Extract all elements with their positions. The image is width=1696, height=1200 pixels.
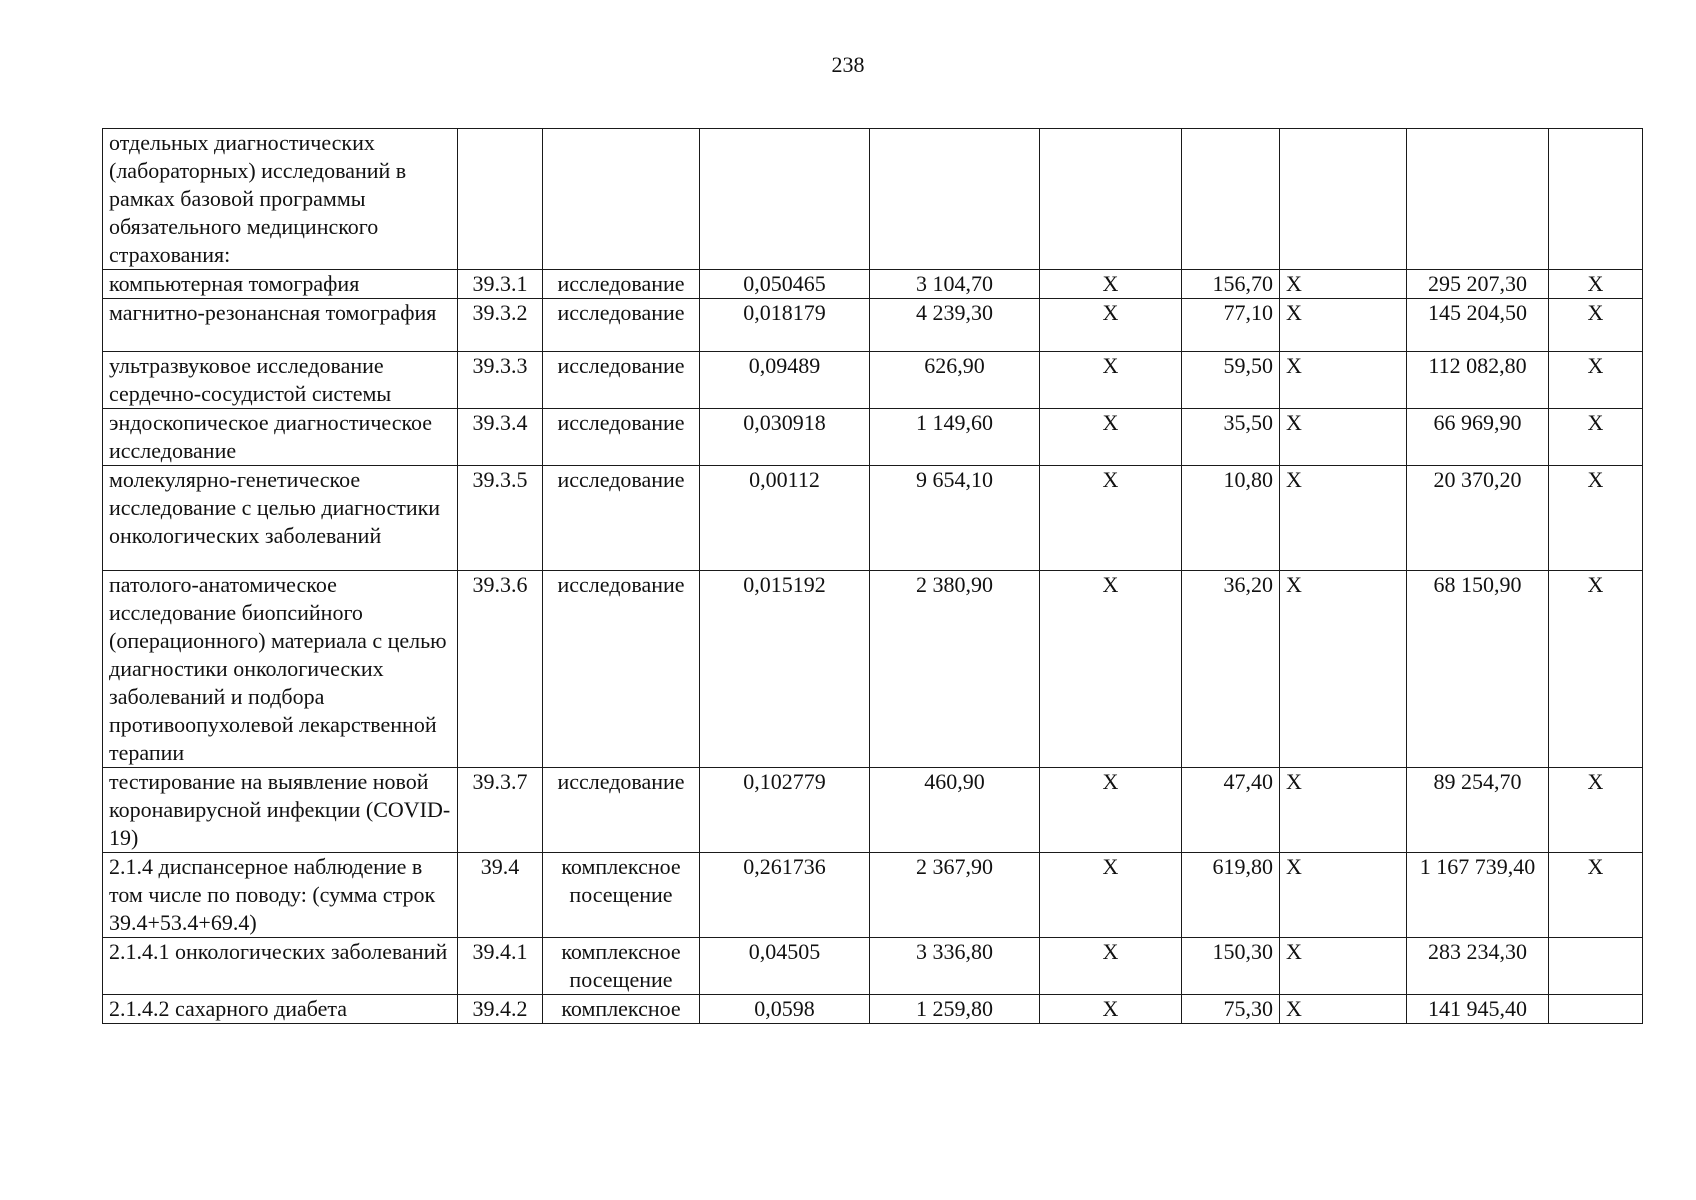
cell-cost: 3 104,70 — [870, 270, 1040, 299]
cell-col6: Х — [1040, 466, 1182, 571]
cell-col7: 150,30 — [1182, 938, 1280, 995]
cell-col7: 156,70 — [1182, 270, 1280, 299]
cell-rate: 0,018179 — [700, 299, 870, 352]
cell-cost: 460,90 — [870, 768, 1040, 853]
cell-cost: 626,90 — [870, 352, 1040, 409]
cell-col7: 35,50 — [1182, 409, 1280, 466]
cell-col6: Х — [1040, 571, 1182, 768]
cell-indicator: 2.1.4.2 сахарного диабета — [103, 995, 458, 1024]
cell-total: 112 082,80 — [1407, 352, 1549, 409]
table-row — [103, 938, 1643, 995]
cell-row-code: 39.3.5 — [458, 466, 543, 571]
cell-col10: Х — [1549, 352, 1643, 409]
cell-indicator: 2.1.4.1 онкологических заболеваний — [103, 938, 458, 995]
table-row — [103, 768, 1643, 853]
cell-col6: Х — [1040, 352, 1182, 409]
cell-total: 66 969,90 — [1407, 409, 1549, 466]
cell-total: 141 945,40 — [1407, 995, 1549, 1024]
cell-row-code: 39.3.3 — [458, 352, 543, 409]
cell-col6: Х — [1040, 768, 1182, 853]
cell-cost: 2 380,90 — [870, 571, 1040, 768]
cell-row-code: 39.4.2 — [458, 995, 543, 1024]
cell-total: 145 204,50 — [1407, 299, 1549, 352]
cell-indicator: магнитно-резонансная томография — [103, 299, 458, 352]
cell-col6: Х — [1040, 938, 1182, 995]
cell-indicator: компьютерная томография — [103, 270, 458, 299]
table-row — [103, 466, 1643, 571]
cell-unit: комплексное посещение — [543, 853, 700, 938]
cell-rate: 0,00112 — [700, 466, 870, 571]
cell-rate — [700, 129, 870, 270]
cell-total: 20 370,20 — [1407, 466, 1549, 571]
cell-cost: 2 367,90 — [870, 853, 1040, 938]
cell-unit: исследование — [543, 270, 700, 299]
cell-col7: 619,80 — [1182, 853, 1280, 938]
cell-rate: 0,015192 — [700, 571, 870, 768]
cell-col8: Х — [1280, 995, 1407, 1024]
cell-cost: 3 336,80 — [870, 938, 1040, 995]
cell-col8: Х — [1280, 571, 1407, 768]
cell-row-code: 39.3.7 — [458, 768, 543, 853]
cell-col7 — [1182, 129, 1280, 270]
cell-col8: Х — [1280, 768, 1407, 853]
cell-col6: Х — [1040, 995, 1182, 1024]
cell-cost: 1 259,80 — [870, 995, 1040, 1024]
cell-row-code — [458, 129, 543, 270]
cell-col6: Х — [1040, 409, 1182, 466]
cell-unit: комплексное — [543, 995, 700, 1024]
cell-col8: Х — [1280, 299, 1407, 352]
cell-total: 68 150,90 — [1407, 571, 1549, 768]
cell-col8: Х — [1280, 466, 1407, 571]
cell-unit: исследование — [543, 571, 700, 768]
cell-col10: Х — [1549, 466, 1643, 571]
table-body — [103, 129, 1643, 1024]
cell-indicator: тестирование на выявление новой коронавирусной инфекции (COVID-19) — [103, 768, 458, 853]
cell-row-code: 39.3.2 — [458, 299, 543, 352]
cell-col10: Х — [1549, 853, 1643, 938]
table-row — [103, 409, 1643, 466]
cell-cost: 4 239,30 — [870, 299, 1040, 352]
cell-rate: 0,261736 — [700, 853, 870, 938]
cell-col7: 75,30 — [1182, 995, 1280, 1024]
table-row — [103, 995, 1643, 1024]
page-number: 238 — [831, 52, 865, 77]
cell-col6: Х — [1040, 299, 1182, 352]
cell-row-code: 39.3.4 — [458, 409, 543, 466]
cell-indicator: молекулярно-генетическое исследование с целью диагностики онкологических заболеваний — [103, 466, 458, 571]
cell-unit: исследование — [543, 352, 700, 409]
cell-rate: 0,0598 — [700, 995, 870, 1024]
cell-total — [1407, 129, 1549, 270]
cell-col10: Х — [1549, 571, 1643, 768]
cell-unit: исследование — [543, 409, 700, 466]
cell-unit: исследование — [543, 299, 700, 352]
cell-row-code: 39.4 — [458, 853, 543, 938]
data-table — [102, 128, 1643, 1024]
cell-col10 — [1549, 995, 1643, 1024]
cell-indicator: отдельных диагностических (лабораторных) исследований в рамках базовой программы обязательного медицинского страхования: — [103, 129, 458, 270]
cell-col7: 10,80 — [1182, 466, 1280, 571]
cell-col7: 36,20 — [1182, 571, 1280, 768]
cell-col10: Х — [1549, 270, 1643, 299]
table-row — [103, 129, 1643, 270]
cell-unit: комплексное посещение — [543, 938, 700, 995]
cell-unit: исследование — [543, 768, 700, 853]
cell-indicator: эндоскопическое диагностическое исследование — [103, 409, 458, 466]
cell-unit — [543, 129, 700, 270]
table-row — [103, 352, 1643, 409]
cell-cost — [870, 129, 1040, 270]
cell-col8: Х — [1280, 938, 1407, 995]
cell-rate: 0,04505 — [700, 938, 870, 995]
cell-col8: Х — [1280, 409, 1407, 466]
cell-rate: 0,050465 — [700, 270, 870, 299]
cell-col8 — [1280, 129, 1407, 270]
cell-col7: 47,40 — [1182, 768, 1280, 853]
cell-unit: исследование — [543, 466, 700, 571]
cell-col6: Х — [1040, 853, 1182, 938]
table-row — [103, 270, 1643, 299]
cell-col8: Х — [1280, 853, 1407, 938]
cell-rate: 0,102779 — [700, 768, 870, 853]
cell-col6: Х — [1040, 270, 1182, 299]
table-row — [103, 853, 1643, 938]
cell-col6 — [1040, 129, 1182, 270]
cell-total: 1 167 739,40 — [1407, 853, 1549, 938]
cell-total: 295 207,30 — [1407, 270, 1549, 299]
cell-indicator: патолого-анатомическое исследование биопсийного (операционного) материала с целью диагностики онкологических заболеваний и подбора противоопухолевой лекарственной терапии — [103, 571, 458, 768]
cell-col10: Х — [1549, 299, 1643, 352]
table-row — [103, 299, 1643, 352]
cell-indicator: ультразвуковое исследование сердечно-сосудистой системы — [103, 352, 458, 409]
cell-col7: 59,50 — [1182, 352, 1280, 409]
cell-row-code: 39.4.1 — [458, 938, 543, 995]
cell-col10: Х — [1549, 768, 1643, 853]
cell-rate: 0,09489 — [700, 352, 870, 409]
cell-col10: Х — [1549, 409, 1643, 466]
cell-col7: 77,10 — [1182, 299, 1280, 352]
cell-total: 89 254,70 — [1407, 768, 1549, 853]
cell-col10 — [1549, 129, 1643, 270]
cell-cost: 9 654,10 — [870, 466, 1040, 571]
cell-col8: Х — [1280, 270, 1407, 299]
cell-cost: 1 149,60 — [870, 409, 1040, 466]
cell-indicator: 2.1.4 диспансерное наблюдение в том числе по поводу: (сумма строк 39.4+53.4+69.4) — [103, 853, 458, 938]
cell-col8: Х — [1280, 352, 1407, 409]
cell-row-code: 39.3.6 — [458, 571, 543, 768]
table-row — [103, 571, 1643, 768]
cell-rate: 0,030918 — [700, 409, 870, 466]
cell-col10 — [1549, 938, 1643, 995]
cell-total: 283 234,30 — [1407, 938, 1549, 995]
cell-row-code: 39.3.1 — [458, 270, 543, 299]
